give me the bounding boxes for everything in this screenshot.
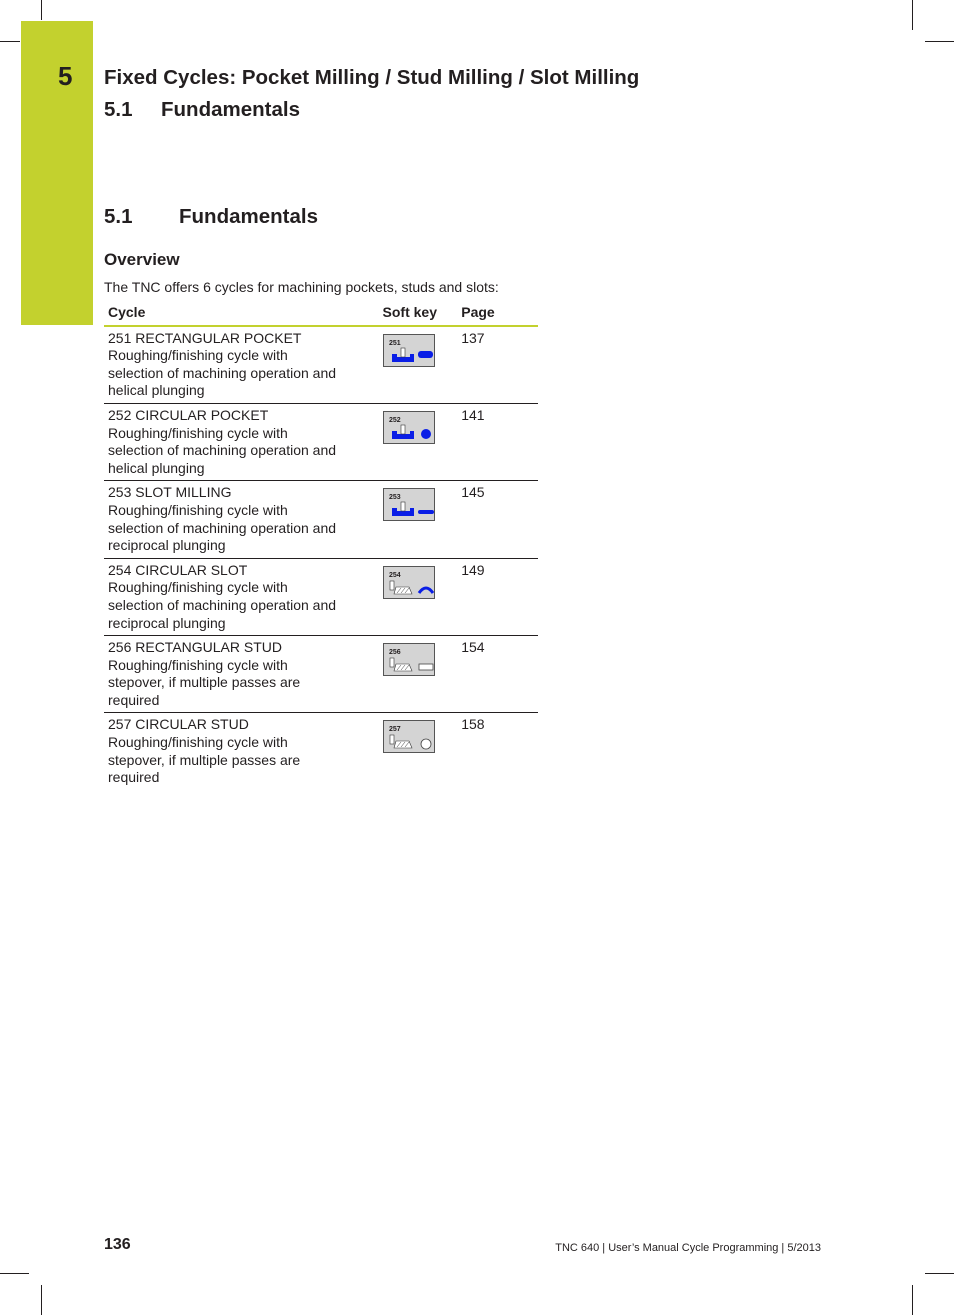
page-cell: 149 <box>457 558 538 635</box>
cycle-description-line: Roughing/finishing cycle with <box>108 656 288 673</box>
softkey-button[interactable] <box>383 334 435 367</box>
cycle-description-line: Roughing/finishing cycle with <box>108 424 288 441</box>
page-cell: 158 <box>461 716 485 733</box>
table-row <box>104 713 538 790</box>
section-heading <box>104 205 318 229</box>
table-row <box>104 636 538 713</box>
cycle-description-line: helical plunging <box>108 459 205 476</box>
circular-slot-icon <box>384 567 436 600</box>
header-softkey: Soft key <box>379 300 458 326</box>
page-cell: 141 <box>457 403 538 480</box>
cycle-description-line: helical plunging <box>108 382 205 399</box>
section-title: Fundamentals <box>179 205 318 228</box>
section-number: 5.1 <box>104 205 133 228</box>
softkey-button[interactable] <box>383 488 435 521</box>
table-row <box>104 403 538 480</box>
running-header-title: Fixed Cycles: Pocket Milling / Stud Milling / Slot Milling <box>104 66 640 89</box>
cycle-description-line: reciprocal plunging <box>108 537 226 554</box>
table-row <box>104 326 538 404</box>
softkey-cell <box>379 558 458 635</box>
circular-stud-icon <box>384 721 436 754</box>
rectangular-stud-icon <box>384 644 436 677</box>
softkey-number: 253 <box>388 494 401 502</box>
header-page: Page <box>457 300 538 326</box>
crop-mark <box>912 0 913 30</box>
crop-mark <box>925 1273 954 1274</box>
page-cell: 145 <box>457 481 538 558</box>
cycle-description-line: Roughing/finishing cycle with <box>108 734 288 751</box>
softkey-button[interactable] <box>383 643 435 676</box>
cycle-description-line: reciprocal plunging <box>108 614 226 631</box>
cycle-description-line: Roughing/finishing cycle with <box>108 347 288 364</box>
softkey-cell <box>379 713 458 790</box>
overview-heading: Overview <box>104 250 180 269</box>
crop-mark <box>912 1285 913 1315</box>
table-row <box>104 558 538 635</box>
running-section-number: 5.1 <box>104 98 133 121</box>
cycle-description-line: required <box>108 769 160 786</box>
softkey-number: 251 <box>388 339 401 347</box>
softkey-number: 256 <box>388 649 401 657</box>
intro-text: The TNC offers 6 cycles for machining pockets, studs and slots: <box>104 279 499 295</box>
cycle-description-line: required <box>108 691 160 708</box>
cycle-name: 256 RECTANGULAR STUD <box>108 639 283 656</box>
chapter-number: 5 <box>58 61 73 91</box>
softkey-button[interactable] <box>383 720 435 753</box>
crop-mark <box>925 41 954 42</box>
cycle-description-line: Roughing/finishing cycle with <box>108 579 288 596</box>
cycle-description-line: Roughing/finishing cycle with <box>108 501 288 518</box>
softkey-button[interactable] <box>383 411 435 444</box>
page-number: 136 <box>104 1236 131 1253</box>
page-cell: 137 <box>457 326 538 404</box>
cycle-name: 252 CIRCULAR POCKET <box>108 406 269 423</box>
cycle-cell <box>104 326 379 404</box>
circular-pocket-icon <box>384 412 436 445</box>
cycle-description-line: selection of machining operation and <box>108 364 337 381</box>
cycle-cell <box>104 636 379 713</box>
crop-mark <box>0 1273 29 1274</box>
softkey-button[interactable] <box>383 566 435 599</box>
page-cell: 154 <box>457 636 538 713</box>
table-header-row <box>104 300 538 326</box>
cycle-name: 257 CIRCULAR STUD <box>108 716 249 733</box>
cycle-name: 254 CIRCULAR SLOT <box>108 561 248 578</box>
cycle-description-line: stepover, if multiple passes are <box>108 674 301 691</box>
softkey-number: 252 <box>388 416 401 424</box>
crop-mark <box>41 1285 42 1315</box>
footer-text: TNC 640 | User’s Manual Cycle Programming | 5/2013 <box>555 1242 821 1254</box>
running-section-title: Fundamentals <box>161 98 300 121</box>
cycle-cell <box>104 481 379 558</box>
softkey-number: 257 <box>388 726 401 734</box>
chapter-tab <box>21 21 93 325</box>
softkey-cell <box>379 636 458 713</box>
cycles-table <box>104 300 538 790</box>
rectangular-pocket-icon <box>384 335 436 368</box>
table-row <box>104 481 538 558</box>
cycle-description-line: selection of machining operation and <box>108 442 337 459</box>
cycle-description-line: selection of machining operation and <box>108 596 337 613</box>
cycle-name: 253 SLOT MILLING <box>108 484 232 501</box>
cycle-cell <box>104 403 379 480</box>
cycle-name: 251 RECTANGULAR POCKET <box>108 329 302 346</box>
slot-milling-icon <box>384 489 436 522</box>
header-cycle: Cycle <box>104 300 379 326</box>
cycle-cell <box>104 558 379 635</box>
cycle-cell <box>104 713 379 790</box>
cycle-description-line: selection of machining operation and <box>108 519 337 536</box>
crop-mark <box>0 41 20 42</box>
cycle-description-line: stepover, if multiple passes are <box>108 751 301 768</box>
softkey-cell <box>379 403 458 480</box>
softkey-cell <box>379 326 458 404</box>
softkey-cell <box>379 481 458 558</box>
running-header-section <box>104 98 300 122</box>
softkey-number: 254 <box>388 571 401 579</box>
crop-mark <box>41 0 42 20</box>
